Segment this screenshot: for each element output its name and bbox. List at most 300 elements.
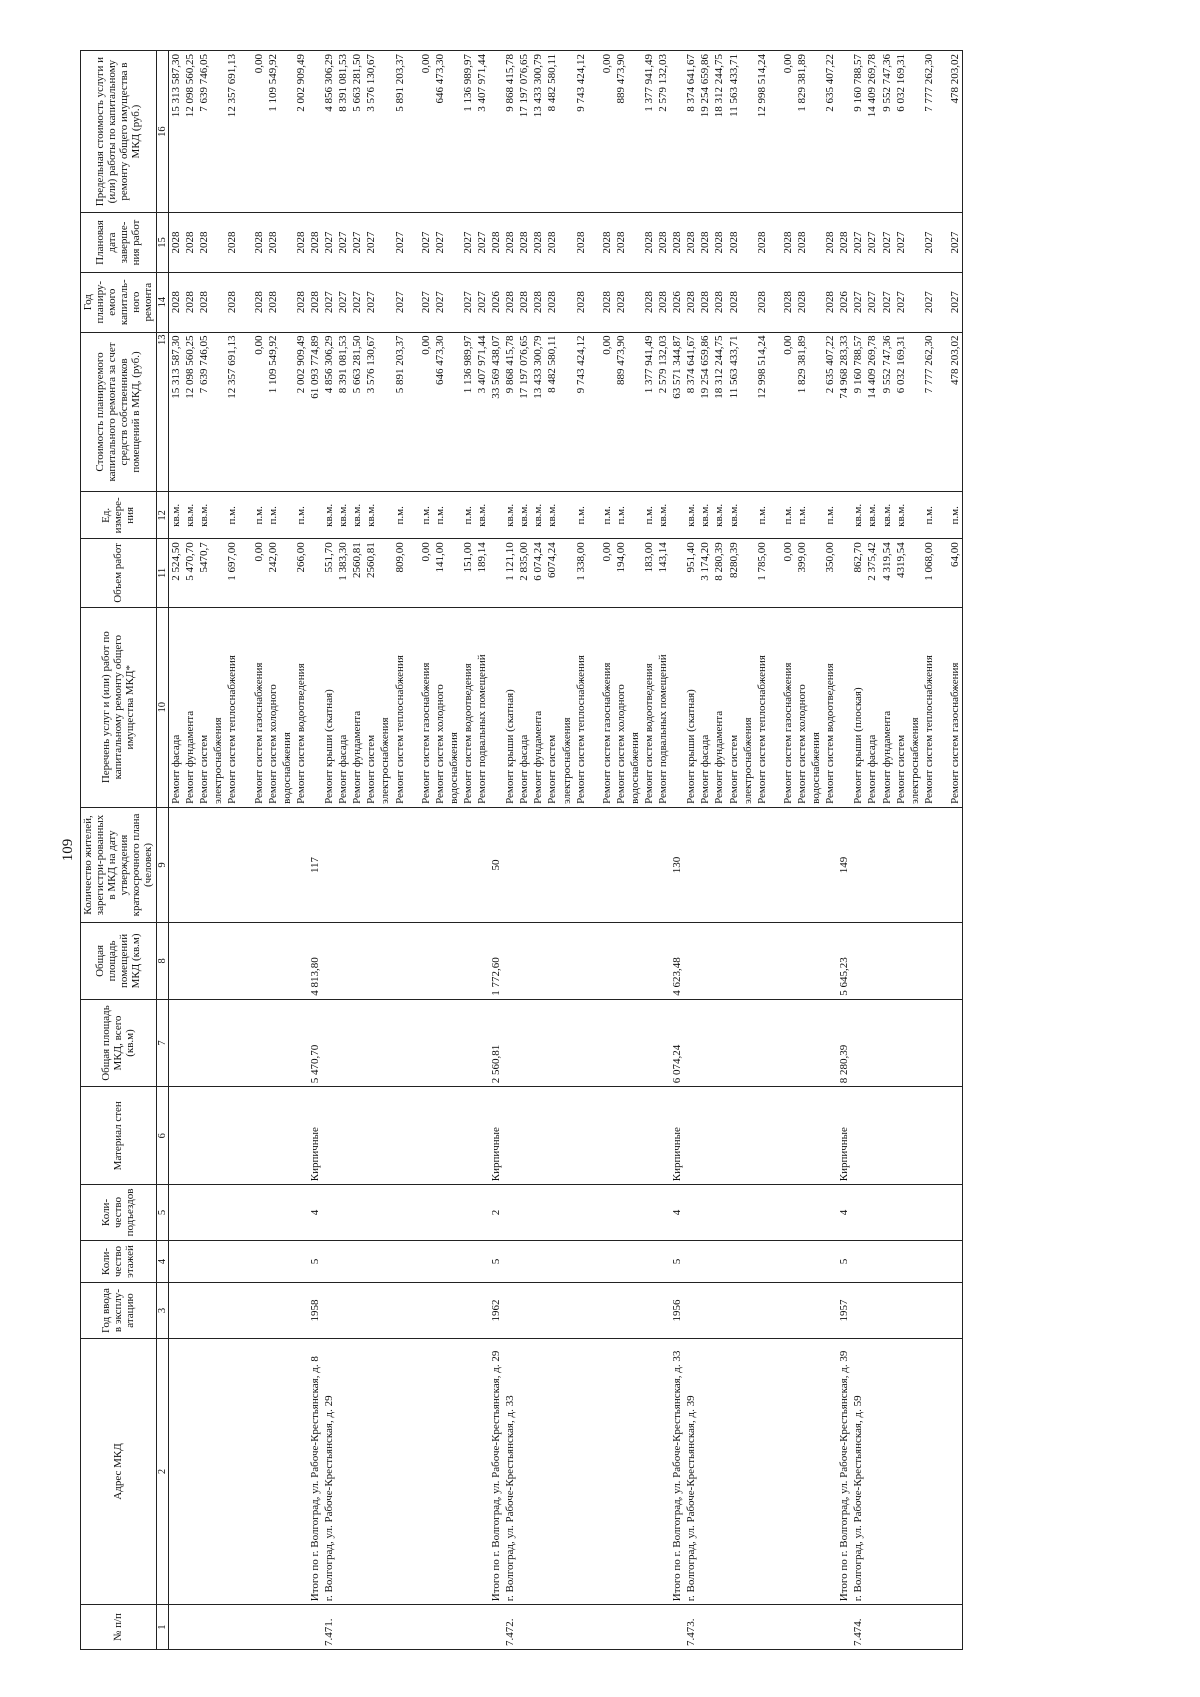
cell-vol: 551,70 [322, 539, 336, 607]
cell-res [600, 807, 614, 922]
table-row [922, 51, 936, 1650]
cell-built [433, 1283, 447, 1338]
cell-floors [922, 1240, 936, 1283]
cell-area [393, 999, 407, 1086]
col-number-2: 2 [156, 1338, 169, 1605]
cell-vol: 189,14 [475, 539, 489, 607]
cell-work: Ремонт подвальных помещений [656, 607, 670, 807]
cell-work: Ремонт крыши (плоская) [851, 607, 865, 807]
cell-unit: кв.м. [531, 492, 545, 539]
col-header-5: Коли-чество подъездов [81, 1185, 157, 1240]
cell-parea [183, 923, 197, 1000]
cell-built [503, 1283, 517, 1338]
cell-area [407, 999, 419, 1086]
cell-year: 2027 [350, 272, 364, 332]
cell-floors [894, 1240, 908, 1283]
cell-built [698, 1283, 712, 1338]
cell-floors [656, 1240, 670, 1283]
table-row [447, 51, 461, 1650]
cell-built [350, 1283, 364, 1338]
cell-addr [336, 1338, 350, 1605]
cell-end [588, 213, 600, 273]
cell-cost: 478 203,02 [948, 332, 963, 492]
cell-res [280, 807, 294, 922]
cell-parea [545, 923, 559, 1000]
cell-unit [240, 492, 252, 539]
cell-limit [489, 51, 503, 213]
cell-addr [447, 1338, 461, 1605]
cell-end: 2028 [684, 213, 698, 273]
cell-end [240, 213, 252, 273]
cell-built [809, 1283, 823, 1338]
cell-unit [211, 492, 225, 539]
table-row [628, 51, 642, 1650]
cell-work: водоснабжения [447, 607, 461, 807]
cell-unit [809, 492, 823, 539]
cell-vol: 143,14 [656, 539, 670, 607]
cell-limit: 2 635 407,22 [823, 51, 837, 213]
cell-parea [280, 923, 294, 1000]
cell-vol: 183,00 [642, 539, 656, 607]
cell-unit: п.м. [433, 492, 447, 539]
cell-work [670, 607, 684, 807]
cell-built [545, 1283, 559, 1338]
cell-wall [823, 1087, 837, 1185]
cell-vol: 2 835,00 [517, 539, 531, 607]
cell-parea [656, 923, 670, 1000]
cell-num [670, 1605, 684, 1650]
table-row [574, 51, 588, 1650]
cell-limit [240, 51, 252, 213]
cell-addr [741, 1338, 755, 1605]
cell-num: 7.472. [503, 1605, 517, 1650]
cell-end: 2028 [755, 213, 769, 273]
cell-limit: 0,00 [600, 51, 614, 213]
cell-addr [908, 1338, 922, 1605]
cell-wall [419, 1087, 433, 1185]
cell-year: 2028 [781, 272, 795, 332]
cell-area [350, 999, 364, 1086]
cell-unit: п.м. [642, 492, 656, 539]
cell-end [378, 213, 392, 273]
cell-parea [266, 923, 280, 1000]
cell-res [197, 807, 211, 922]
cell-parea [865, 923, 879, 1000]
cell-unit: кв.м. [684, 492, 698, 539]
cell-res: 130 [670, 807, 684, 922]
cell-limit: 15 313 587,30 [169, 51, 184, 213]
cell-wall [503, 1087, 517, 1185]
cell-area [364, 999, 378, 1086]
cell-wall [656, 1087, 670, 1185]
cell-cost: 646 473,30 [433, 332, 447, 492]
col-header-15: Плановая дата заверше-ния работ [81, 213, 157, 273]
cell-parea [378, 923, 392, 1000]
cell-unit: п.м. [252, 492, 266, 539]
cell-area: 6 074,24 [670, 999, 684, 1086]
cell-entr [908, 1185, 922, 1240]
cell-parea [781, 923, 795, 1000]
cell-cost [447, 332, 461, 492]
cell-area [908, 999, 922, 1086]
cell-addr: Итого по г. Волгоград, ул. Рабоче-Крестьянская, д. 29 [489, 1338, 503, 1605]
cell-parea [588, 923, 600, 1000]
table-row [169, 51, 184, 1650]
cell-built [614, 1283, 628, 1338]
cell-addr [294, 1338, 308, 1605]
cell-cost: 4 856 306,29 [322, 332, 336, 492]
cell-entr [880, 1185, 894, 1240]
cell-floors [378, 1240, 392, 1283]
cell-wall [574, 1087, 588, 1185]
cell-built: 1956 [670, 1283, 684, 1338]
cell-year: 2028 [252, 272, 266, 332]
cell-unit: кв.м. [183, 492, 197, 539]
cell-area [727, 999, 741, 1086]
cell-entr [419, 1185, 433, 1240]
cell-year [936, 272, 948, 332]
table-row [948, 51, 963, 1650]
cell-year: 2027 [851, 272, 865, 332]
cell-addr [545, 1338, 559, 1605]
cell-vol: 0,00 [781, 539, 795, 607]
cell-num [908, 1605, 922, 1650]
cell-num [378, 1605, 392, 1650]
cell-num [266, 1605, 280, 1650]
cell-floors [350, 1240, 364, 1283]
cell-addr: г. Волгоград, ул. Рабоче-Крестьянская, д. 29 [322, 1338, 336, 1605]
cell-floors [517, 1240, 531, 1283]
cell-res [350, 807, 364, 922]
cell-limit: 1 377 941,49 [642, 51, 656, 213]
cell-year: 2027 [336, 272, 350, 332]
cell-addr [475, 1338, 489, 1605]
cell-addr [560, 1338, 574, 1605]
cell-work: Ремонт систем газоснабжения [600, 607, 614, 807]
cell-unit: п.м. [419, 492, 433, 539]
cell-area [517, 999, 531, 1086]
cell-entr [741, 1185, 755, 1240]
cell-work: Ремонт систем [894, 607, 908, 807]
table-row [795, 51, 809, 1650]
cell-limit: 9 160 788,57 [851, 51, 865, 213]
cell-year [588, 272, 600, 332]
cell-vol [280, 539, 294, 607]
cell-entr [517, 1185, 531, 1240]
cell-floors [322, 1240, 336, 1283]
cell-parea [795, 923, 809, 1000]
cell-year: 2028 [698, 272, 712, 332]
cell-num [280, 1605, 294, 1650]
cell-res [769, 807, 781, 922]
cell-work: Ремонт крыши (скатная) [684, 607, 698, 807]
cell-cost [280, 332, 294, 492]
col-number-1: 1 [156, 1605, 169, 1650]
cell-entr [183, 1185, 197, 1240]
cell-wall [755, 1087, 769, 1185]
cell-num [350, 1605, 364, 1650]
cell-end: 2028 [197, 213, 211, 273]
cell-cost: 6 032 169,31 [894, 332, 908, 492]
cell-num [712, 1605, 726, 1650]
col-header-4: Коли-чество этажей [81, 1240, 157, 1283]
col-header-14: Год планиру-емого капиталь-ного ремонта [81, 272, 157, 332]
table-row [851, 51, 865, 1650]
page-number: 109 [60, 838, 76, 862]
table-row [336, 51, 350, 1650]
cell-area [588, 999, 600, 1086]
cell-addr [755, 1338, 769, 1605]
cell-res [211, 807, 225, 922]
table-row [461, 51, 475, 1650]
cell-year [280, 272, 294, 332]
cell-limit [560, 51, 574, 213]
cell-unit: п.м. [600, 492, 614, 539]
cell-work: Ремонт систем холодного [433, 607, 447, 807]
cell-vol: 242,00 [266, 539, 280, 607]
cell-limit: 1 109 549,92 [266, 51, 280, 213]
cell-res [475, 807, 489, 922]
cell-wall [588, 1087, 600, 1185]
cell-area [823, 999, 837, 1086]
table-row [407, 51, 419, 1650]
cell-year: 2027 [880, 272, 894, 332]
cell-area [684, 999, 698, 1086]
cell-limit: 0,00 [252, 51, 266, 213]
cell-unit [628, 492, 642, 539]
cell-entr [531, 1185, 545, 1240]
cell-res [336, 807, 350, 922]
cell-num [781, 1605, 795, 1650]
cell-res [698, 807, 712, 922]
cell-wall [894, 1087, 908, 1185]
cell-cost [769, 332, 781, 492]
cell-end: 2027 [419, 213, 433, 273]
cell-wall [795, 1087, 809, 1185]
table-row [280, 51, 294, 1650]
cell-area [252, 999, 266, 1086]
cell-built [781, 1283, 795, 1338]
cell-wall [880, 1087, 894, 1185]
cell-addr [656, 1338, 670, 1605]
cell-area [545, 999, 559, 1086]
cell-work: Ремонт подвальных помещений [475, 607, 489, 807]
cell-work: водоснабжения [809, 607, 823, 807]
cell-vol: 3 174,20 [698, 539, 712, 607]
cell-vol: 151,00 [461, 539, 475, 607]
cell-year: 2028 [823, 272, 837, 332]
cell-num [574, 1605, 588, 1650]
cell-area [741, 999, 755, 1086]
table-row [865, 51, 879, 1650]
cell-entr [712, 1185, 726, 1240]
cell-addr [880, 1338, 894, 1605]
cell-num [461, 1605, 475, 1650]
cell-num [865, 1605, 879, 1650]
cell-vol [447, 539, 461, 607]
table-row [755, 51, 769, 1650]
cell-res [684, 807, 698, 922]
cell-floors [266, 1240, 280, 1283]
cell-wall [684, 1087, 698, 1185]
cell-limit [936, 51, 948, 213]
cell-parea [936, 923, 948, 1000]
cell-work: Ремонт фундамента [350, 607, 364, 807]
cell-entr [574, 1185, 588, 1240]
cell-res [588, 807, 600, 922]
cell-vol: 4319,54 [894, 539, 908, 607]
table-row [240, 51, 252, 1650]
cell-wall [741, 1087, 755, 1185]
cell-entr [795, 1185, 809, 1240]
cell-res [407, 807, 419, 922]
cell-floors [280, 1240, 294, 1283]
cell-addr [378, 1338, 392, 1605]
cell-limit: 4 856 306,29 [322, 51, 336, 213]
cell-floors [240, 1240, 252, 1283]
cell-area [755, 999, 769, 1086]
cell-end: 2028 [727, 213, 741, 273]
cell-year: 2028 [517, 272, 531, 332]
col-number-12: 12 [156, 492, 169, 539]
cell-parea [809, 923, 823, 1000]
cell-year: 2028 [656, 272, 670, 332]
cell-unit: п.м. [922, 492, 936, 539]
cell-area [712, 999, 726, 1086]
cell-end: 2028 [308, 213, 322, 273]
cell-year: 2027 [419, 272, 433, 332]
cell-work: Ремонт систем [545, 607, 559, 807]
cell-unit: п.м. [266, 492, 280, 539]
cell-work: Ремонт фасада [169, 607, 184, 807]
cell-floors [741, 1240, 755, 1283]
cell-limit: 8 391 081,53 [336, 51, 350, 213]
cell-built [252, 1283, 266, 1338]
cell-year: 2027 [364, 272, 378, 332]
cell-unit: п.м. [795, 492, 809, 539]
cell-area [628, 999, 642, 1086]
cell-unit: п.м. [823, 492, 837, 539]
cell-unit: кв.м. [197, 492, 211, 539]
cell-area [183, 999, 197, 1086]
cell-wall [908, 1087, 922, 1185]
cell-entr [322, 1185, 336, 1240]
cell-floors [197, 1240, 211, 1283]
table-row [823, 51, 837, 1650]
table-row [880, 51, 894, 1650]
cell-vol: 809,00 [393, 539, 407, 607]
cell-built [294, 1283, 308, 1338]
cell-entr [336, 1185, 350, 1240]
cell-cost: 13 433 300,79 [531, 332, 545, 492]
col-header-3: Год ввода в эксплу-атацию [81, 1283, 157, 1338]
cell-built [393, 1283, 407, 1338]
cell-built [266, 1283, 280, 1338]
table-row [781, 51, 795, 1650]
column-number-row [156, 51, 169, 1650]
cell-year [809, 272, 823, 332]
cell-wall [948, 1087, 963, 1185]
cell-cost: 5 891 203,37 [393, 332, 407, 492]
cell-year [741, 272, 755, 332]
cell-vol: 1 121,10 [503, 539, 517, 607]
cell-floors [545, 1240, 559, 1283]
cell-addr [433, 1338, 447, 1605]
cell-res [169, 807, 184, 922]
table-row [252, 51, 266, 1650]
cell-vol: 399,00 [795, 539, 809, 607]
col-header-9: Количество жителей, зарегистри-рованных в МКД на дату утверждения краткосрочного плана (человек) [81, 807, 157, 922]
cell-floors: 5 [489, 1240, 503, 1283]
cell-floors [769, 1240, 781, 1283]
cell-cost: 1 829 381,89 [795, 332, 809, 492]
cell-entr [948, 1185, 963, 1240]
cell-built [769, 1283, 781, 1338]
cell-work [936, 607, 948, 807]
cell-year: 2027 [922, 272, 936, 332]
cell-addr [183, 1338, 197, 1605]
cell-area [240, 999, 252, 1086]
cell-parea [628, 923, 642, 1000]
cell-addr [266, 1338, 280, 1605]
cell-cost: 12 357 691,13 [225, 332, 239, 492]
cell-floors [698, 1240, 712, 1283]
cell-floors [642, 1240, 656, 1283]
cell-wall [169, 1087, 184, 1185]
cell-parea [894, 923, 908, 1000]
cell-wall [211, 1087, 225, 1185]
cell-cost: 2 635 407,22 [823, 332, 837, 492]
cell-vol: 2560,81 [350, 539, 364, 607]
cell-cost: 14 409 269,78 [865, 332, 879, 492]
cell-limit: 1 136 989,97 [461, 51, 475, 213]
cell-vol: 2 524,50 [169, 539, 184, 607]
col-number-4: 4 [156, 1240, 169, 1283]
cell-work [308, 607, 322, 807]
cell-parea [769, 923, 781, 1000]
cell-limit [308, 51, 322, 213]
cell-res [364, 807, 378, 922]
capital-repair-table [80, 50, 963, 1650]
cell-vol: 8280,39 [727, 539, 741, 607]
cell-num [588, 1605, 600, 1650]
cell-parea: 4 813,80 [308, 923, 322, 1000]
cell-unit: п.м. [614, 492, 628, 539]
cell-num [795, 1605, 809, 1650]
cell-built [880, 1283, 894, 1338]
cell-unit: кв.м. [698, 492, 712, 539]
cell-year: 2026 [489, 272, 503, 332]
table-row [211, 51, 225, 1650]
cell-entr [781, 1185, 795, 1240]
cell-num [419, 1605, 433, 1650]
cell-entr [560, 1185, 574, 1240]
cell-entr [755, 1185, 769, 1240]
cell-parea [407, 923, 419, 1000]
cell-work: водоснабжения [280, 607, 294, 807]
cell-entr [809, 1185, 823, 1240]
cell-entr [393, 1185, 407, 1240]
cell-end: 2027 [364, 213, 378, 273]
cell-res [809, 807, 823, 922]
cell-area [336, 999, 350, 1086]
cell-year: 2028 [614, 272, 628, 332]
cell-cost: 889 473,90 [614, 332, 628, 492]
cell-limit [211, 51, 225, 213]
cell-cost [560, 332, 574, 492]
cell-built [475, 1283, 489, 1338]
cell-wall [266, 1087, 280, 1185]
